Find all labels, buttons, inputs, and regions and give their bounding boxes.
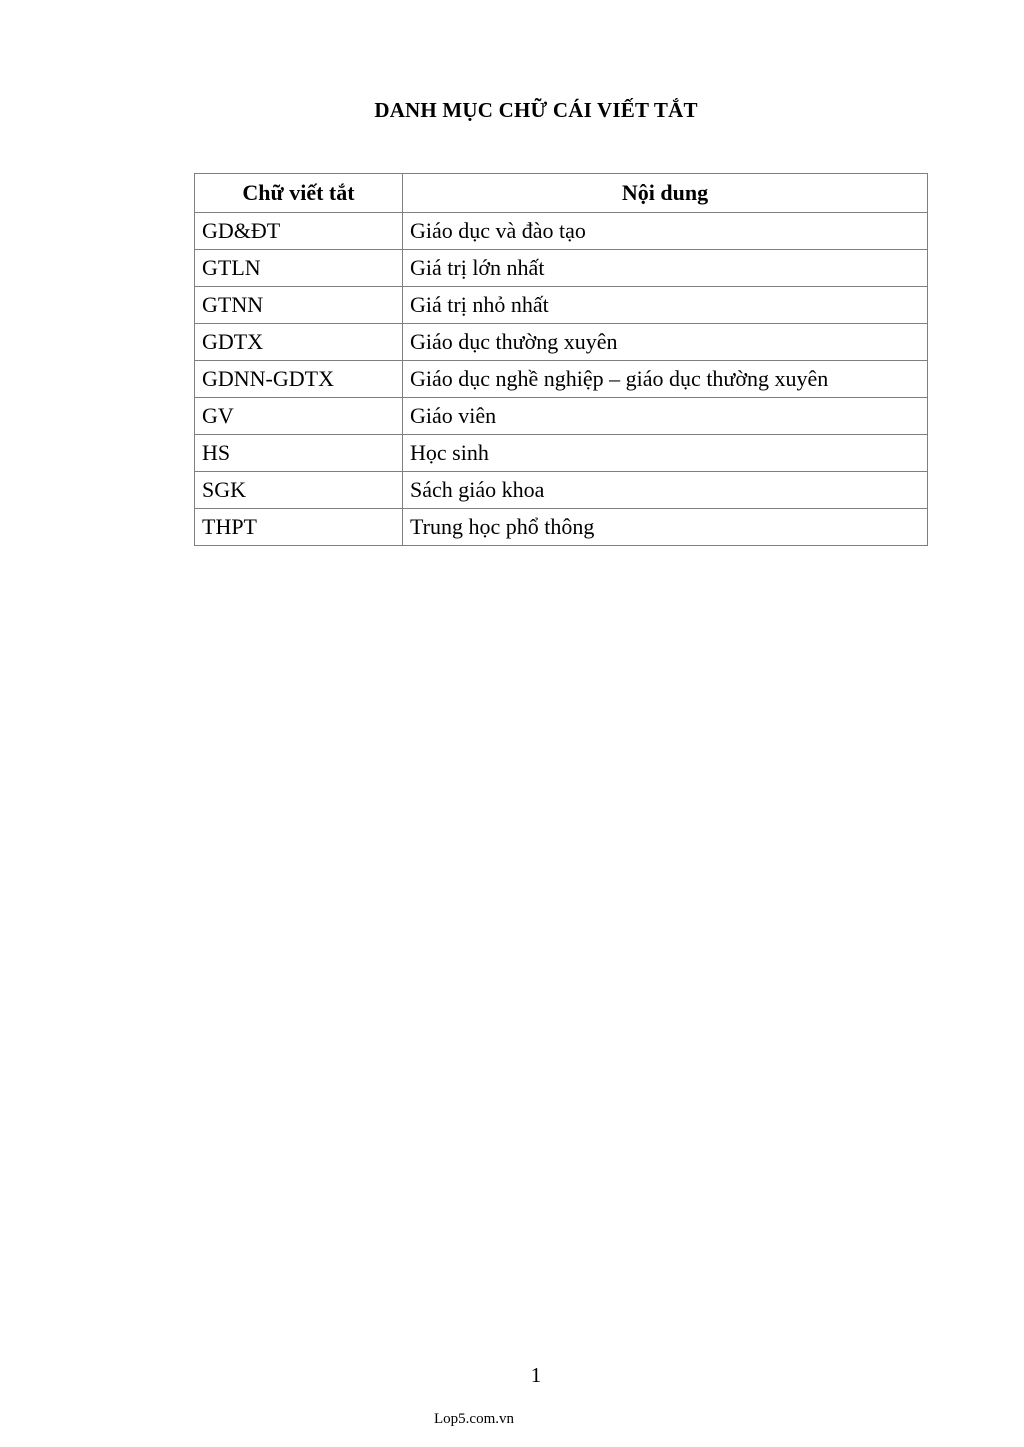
abbreviation-table (194, 173, 928, 546)
table-row (195, 398, 928, 435)
content-cell: Trung học phổ thông (403, 509, 928, 546)
abbreviation-cell: SGK (195, 472, 403, 509)
page-title: DANH MỤC CHỮ CÁI VIẾT TẮT (374, 98, 698, 122)
table-row (195, 509, 928, 546)
content-cell: Giáo dục thường xuyên (403, 324, 928, 361)
table-row (195, 435, 928, 472)
abbreviation-cell: GV (195, 398, 403, 435)
table-row (195, 472, 928, 509)
abbreviation-cell: GD&ĐT (195, 213, 403, 250)
content-cell: Giá trị nhỏ nhất (403, 287, 928, 324)
content-cell: Học sinh (403, 435, 928, 472)
page-number: 1 (530, 1363, 542, 1387)
table-row (195, 287, 928, 324)
table-row (195, 250, 928, 287)
abbreviation-cell: GDNN-GDTX (195, 361, 403, 398)
column-header-content: Nội dung (403, 174, 928, 213)
abbreviation-cell: GTLN (195, 250, 403, 287)
column-header-abbreviation: Chữ viết tắt (195, 174, 403, 213)
table-header-row (195, 174, 928, 213)
content-cell: Giáo dục và đào tạo (403, 213, 928, 250)
table-row (195, 213, 928, 250)
content-cell: Giáo viên (403, 398, 928, 435)
content-cell: Giá trị lớn nhất (403, 250, 928, 287)
abbreviation-cell: THPT (195, 509, 403, 546)
footer-website: Lop5.com.vn (434, 1411, 514, 1427)
content-cell: Sách giáo khoa (403, 472, 928, 509)
content-cell: Giáo dục nghề nghiệp – giáo dục thường xuyên (403, 361, 928, 398)
abbreviation-cell: HS (195, 435, 403, 472)
table-row (195, 361, 928, 398)
abbreviation-cell: GTNN (195, 287, 403, 324)
table-row (195, 324, 928, 361)
abbreviation-cell: GDTX (195, 324, 403, 361)
